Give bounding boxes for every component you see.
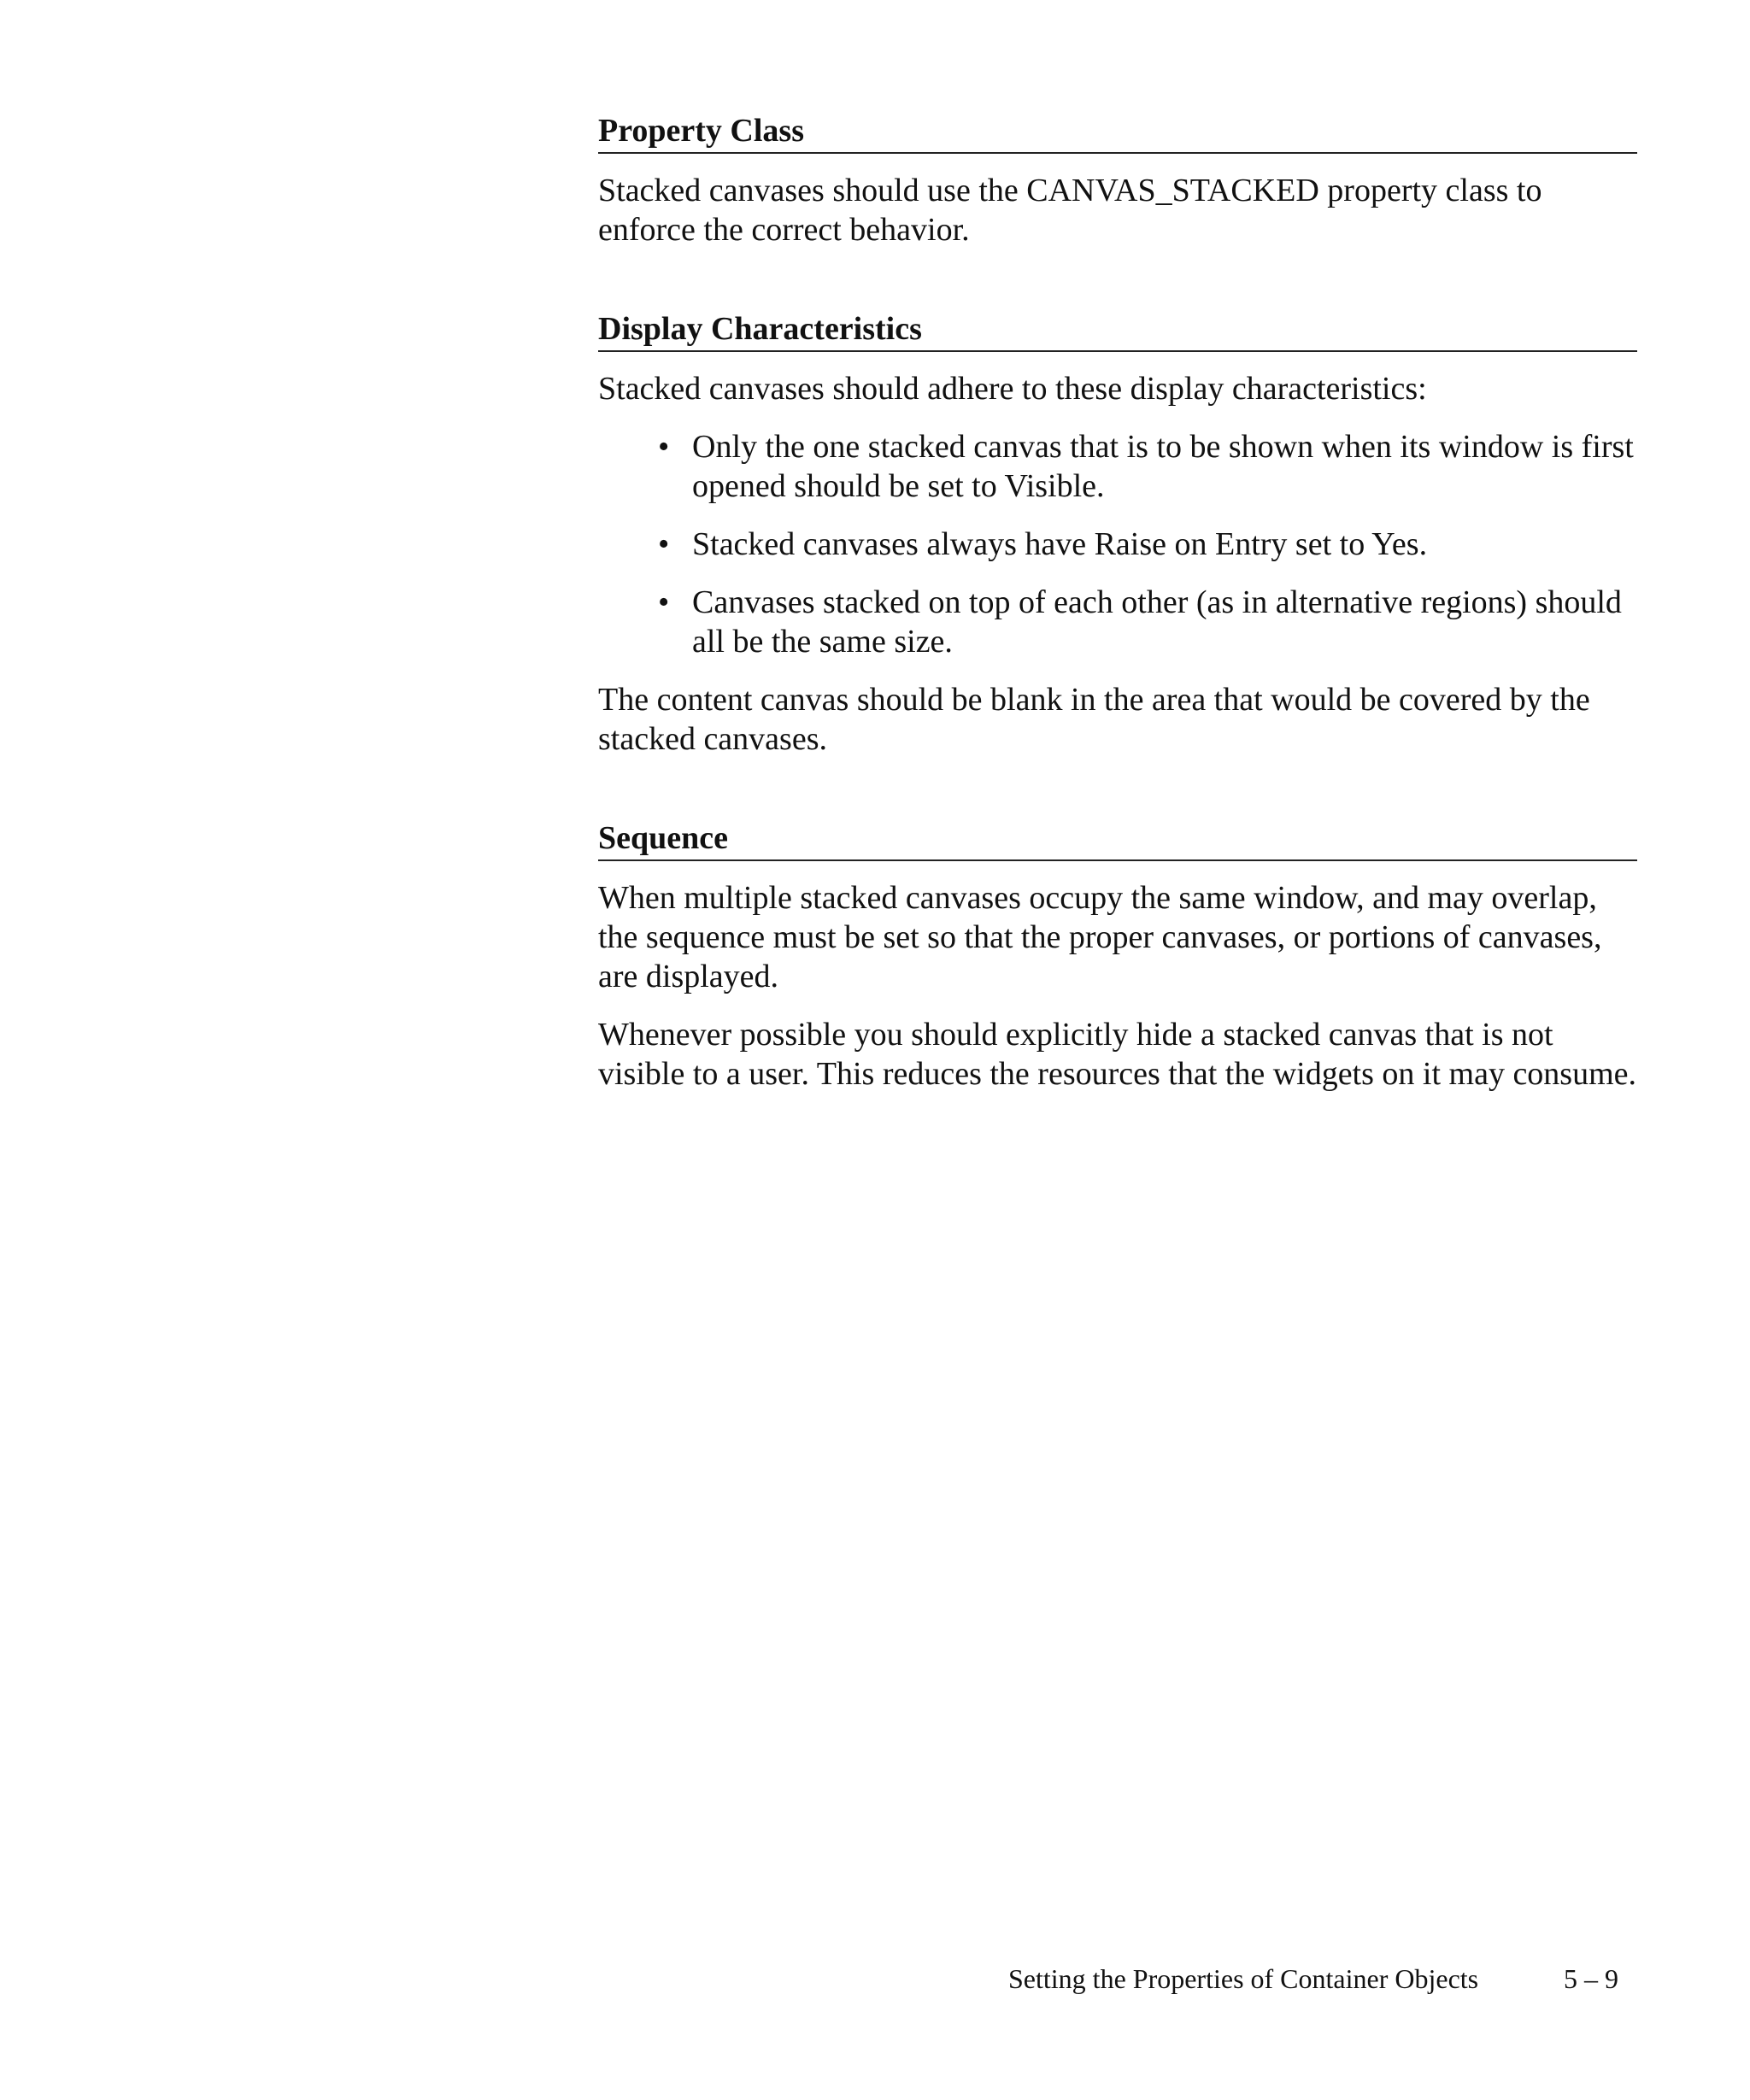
bullet-item — [658, 427, 1637, 506]
paragraph: Stacked canvases should use the CANVAS_STACKED property class to enforce the correct behavior. — [598, 173, 1542, 248]
bullet-item — [658, 525, 1637, 564]
section-heading: Sequence — [598, 818, 1637, 861]
paragraph: The content canvas should be blank in the area that would be covered by the stacked canvases. — [598, 682, 1590, 757]
section-property-class — [598, 111, 1637, 249]
section-sequence — [598, 818, 1637, 1094]
bullet-item — [658, 583, 1637, 661]
paragraph: When multiple stacked canvases occupy the same window, and may overlap, the sequence must be set so that the proper canvases, or portions of canvases, are displayed. — [598, 880, 1602, 994]
bullet-list — [598, 427, 1637, 661]
bullet-icon: • — [658, 526, 670, 562]
footer-page-number: 5 – 9 — [1564, 1963, 1618, 1994]
bullet-text: Canvases stacked on top of each other (as in alternative regions) should all be the same size. — [692, 584, 1622, 660]
bullet-text: Only the one stacked canvas that is to be shown when its window is first opened should be set to Visible. — [692, 429, 1634, 504]
section-heading: Property Class — [598, 111, 1637, 154]
document-body — [598, 111, 1637, 1153]
bullet-icon: • — [658, 429, 670, 465]
bullet-text: Stacked canvases always have Raise on Entry set to Yes. — [692, 526, 1428, 562]
section-heading: Display Characteristics — [598, 309, 1637, 352]
paragraph: Stacked canvases should adhere to these display characteristics: — [598, 371, 1427, 407]
paragraph: Whenever possible you should explicitly hide a stacked canvas that is not visible to a user. This reduces the resources that the widgets on it may consume. — [598, 1017, 1637, 1092]
section-display-characteristics — [598, 309, 1637, 759]
footer-chapter-title: Setting the Properties of Container Objects — [1008, 1963, 1479, 1994]
bullet-icon: • — [658, 584, 670, 620]
